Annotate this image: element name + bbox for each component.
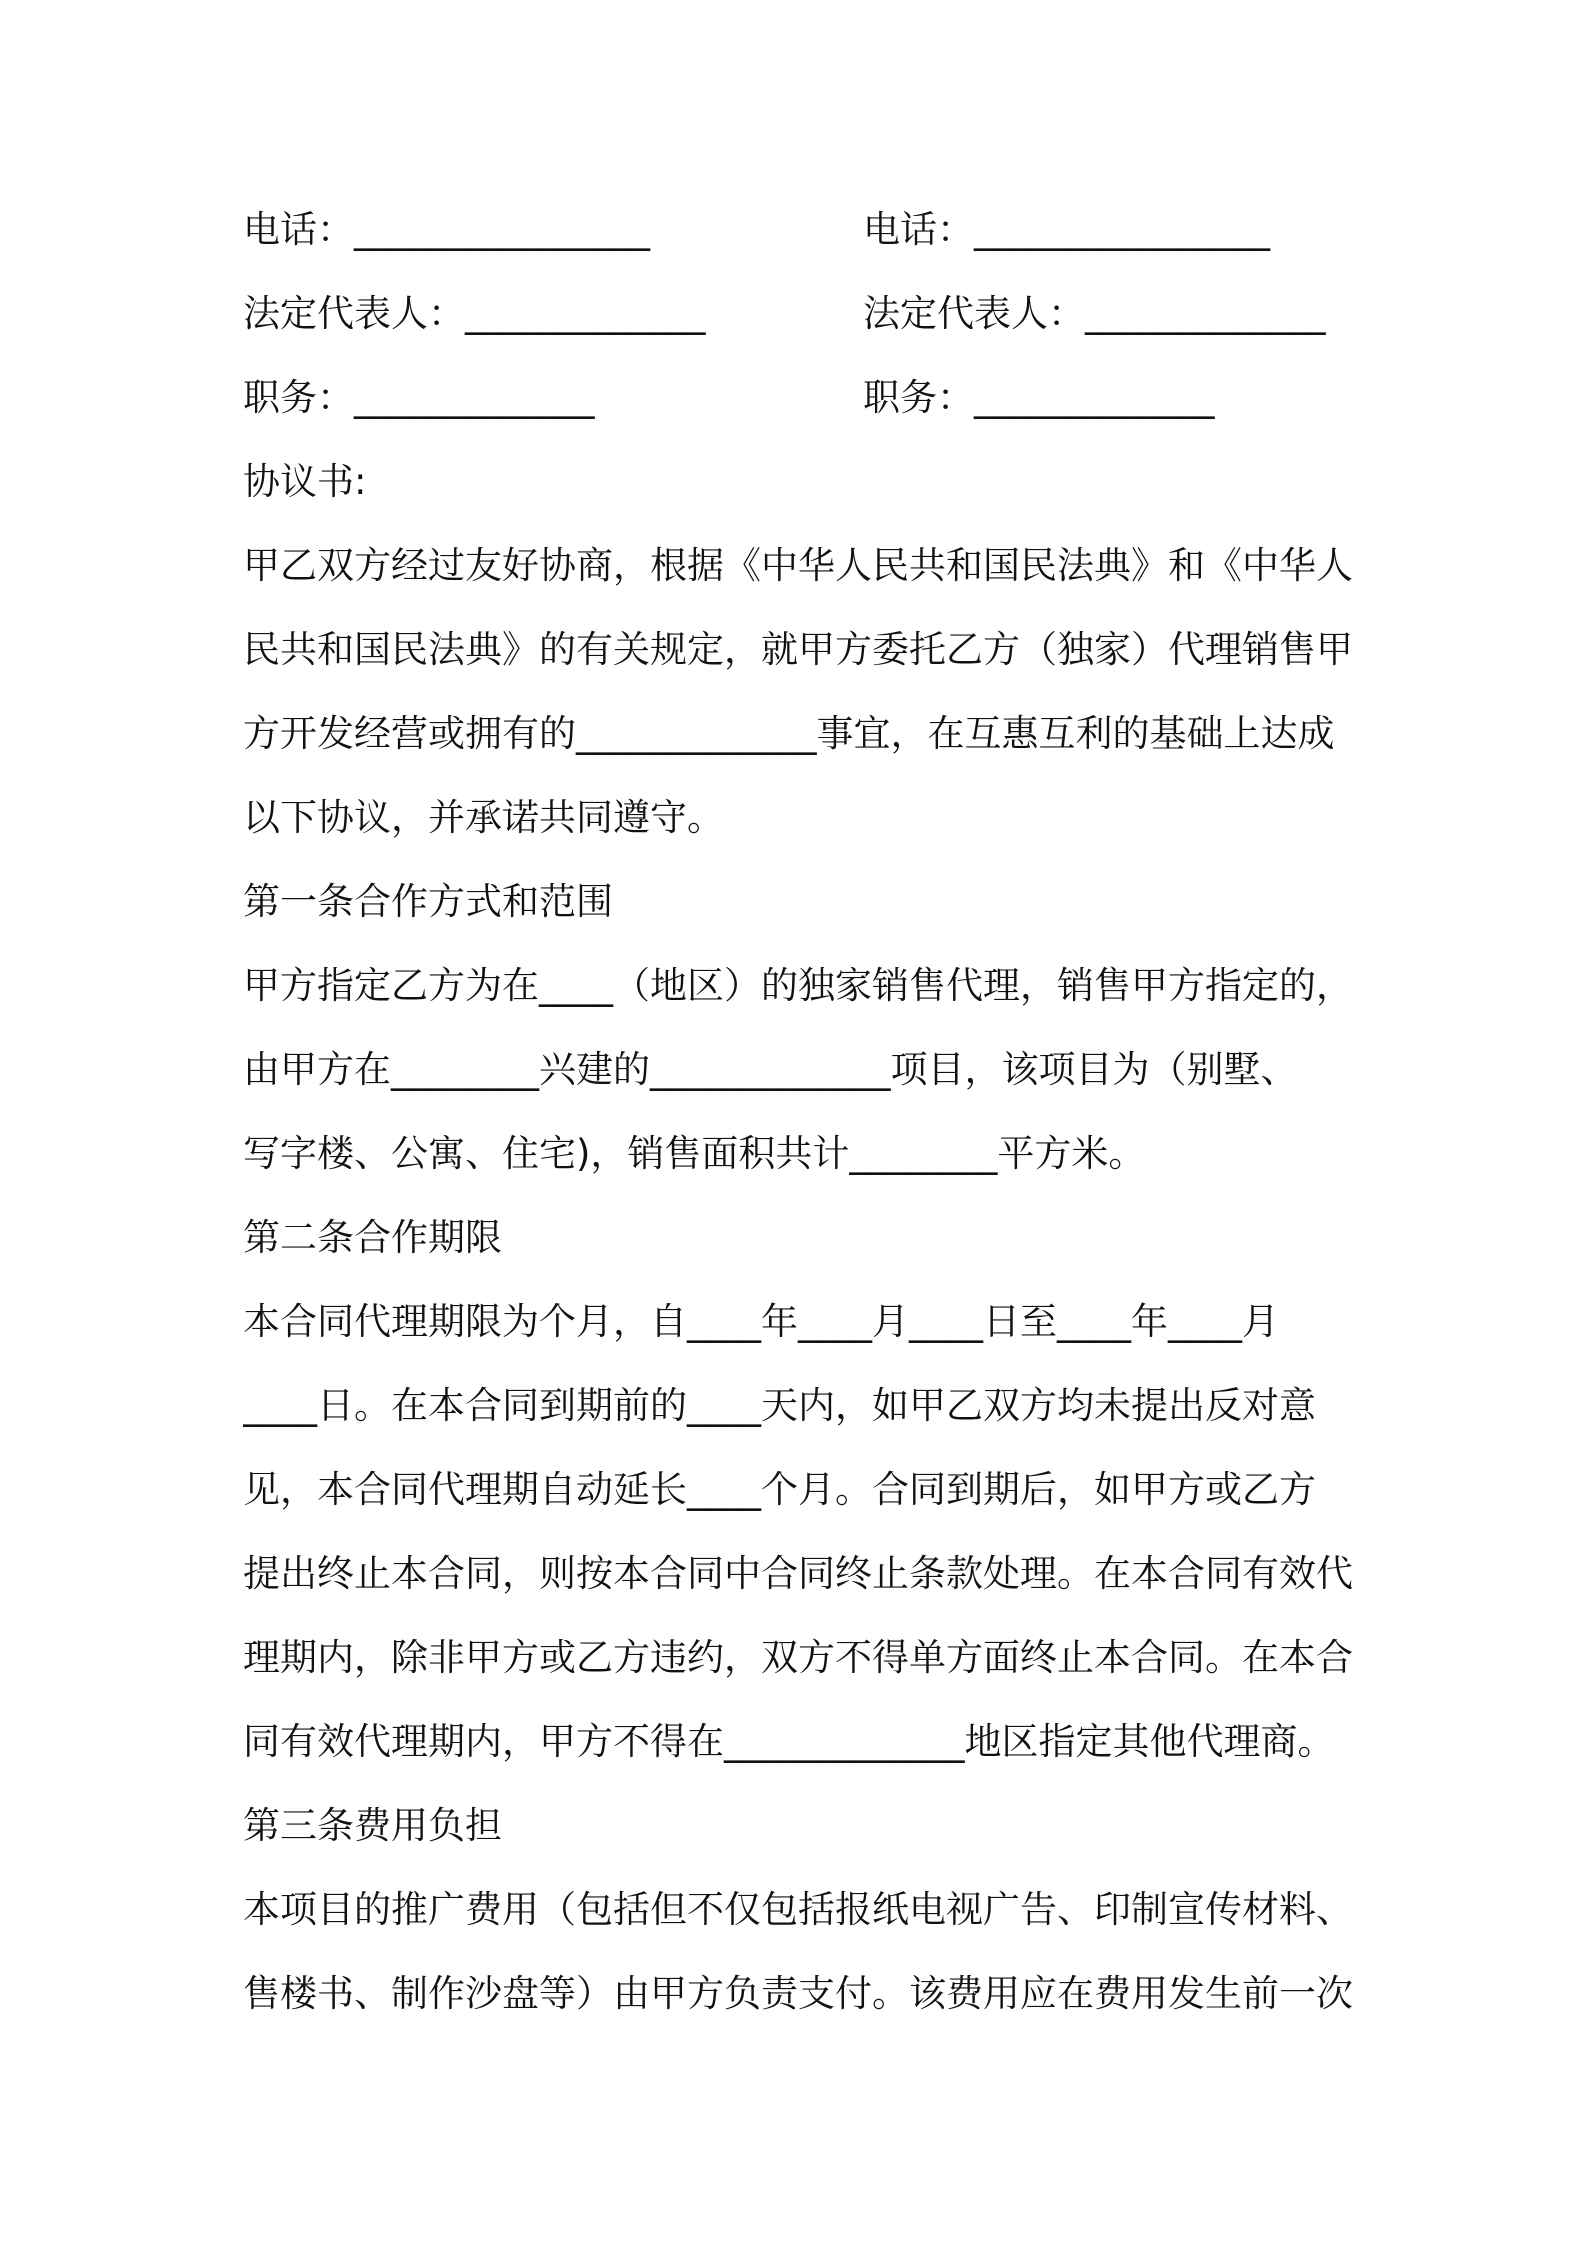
legal-rep-row [243,272,1363,356]
body-line: 提出终止本合同，则按本合同中合同终止条款处理。在本合同有效代 [243,1552,1353,1595]
body-line: 理期内，除非甲方或乙方违约，双方不得单方面终止本合同。在本合 [243,1636,1353,1679]
party-b-phone: 电话：________________ [863,208,1270,251]
body-line: 本合同代理期限为个月，自____年____月____日至____年____月 [243,1300,1279,1343]
agreement-heading: 协议书: [243,460,367,503]
body-line: 民共和国民法典》的有关规定，就甲方委托乙方（独家）代理销售甲 [243,628,1353,671]
party-a-legal-rep: 法定代表人：_____________ [243,292,706,335]
position-row [243,356,1363,440]
party-b-position: 职务：_____________ [863,376,1215,419]
body-line: 由甲方在________兴建的_____________项目，该项目为（别墅、 [243,1048,1298,1091]
article-1-heading: 第一条合作方式和范围 [243,880,613,923]
body-line: 同有效代理期内，甲方不得在_____________地区指定其他代理商。 [243,1720,1335,1763]
body-line: 甲方指定乙方为在____（地区）的独家销售代理，销售甲方指定的， [243,964,1353,1007]
body-line: ____日。在本合同到期前的____天内，如甲乙双方均未提出反对意 [243,1384,1316,1427]
body-line: 见，本合同代理期自动延长____个月。合同到期后，如甲方或乙方 [243,1468,1316,1511]
body-line: 甲乙双方经过友好协商，根据《中华人民共和国民法典》和《中华人 [243,544,1353,587]
article-3-heading: 第三条费用负担 [243,1804,502,1847]
body-line: 以下协议，并承诺共同遵守。 [243,796,724,839]
party-b-legal-rep: 法定代表人：_____________ [863,292,1326,335]
body-line: 本项目的推广费用（包括但不仅包括报纸电视广告、印制宣传材料、 [243,1888,1353,1931]
body-line: 写字楼、公寓、住宅)，销售面积共计________平方米。 [243,1132,1146,1175]
body-line: 售楼书、制作沙盘等）由甲方负责支付。该费用应在费用发生前一次 [243,1972,1353,2015]
party-a-position: 职务：_____________ [243,376,595,419]
party-a-phone: 电话：________________ [243,208,650,251]
article-2-heading: 第二条合作期限 [243,1216,502,1259]
body-line: 方开发经营或拥有的_____________事宜，在互惠互利的基础上达成 [243,712,1335,755]
phone-row [243,188,1363,272]
